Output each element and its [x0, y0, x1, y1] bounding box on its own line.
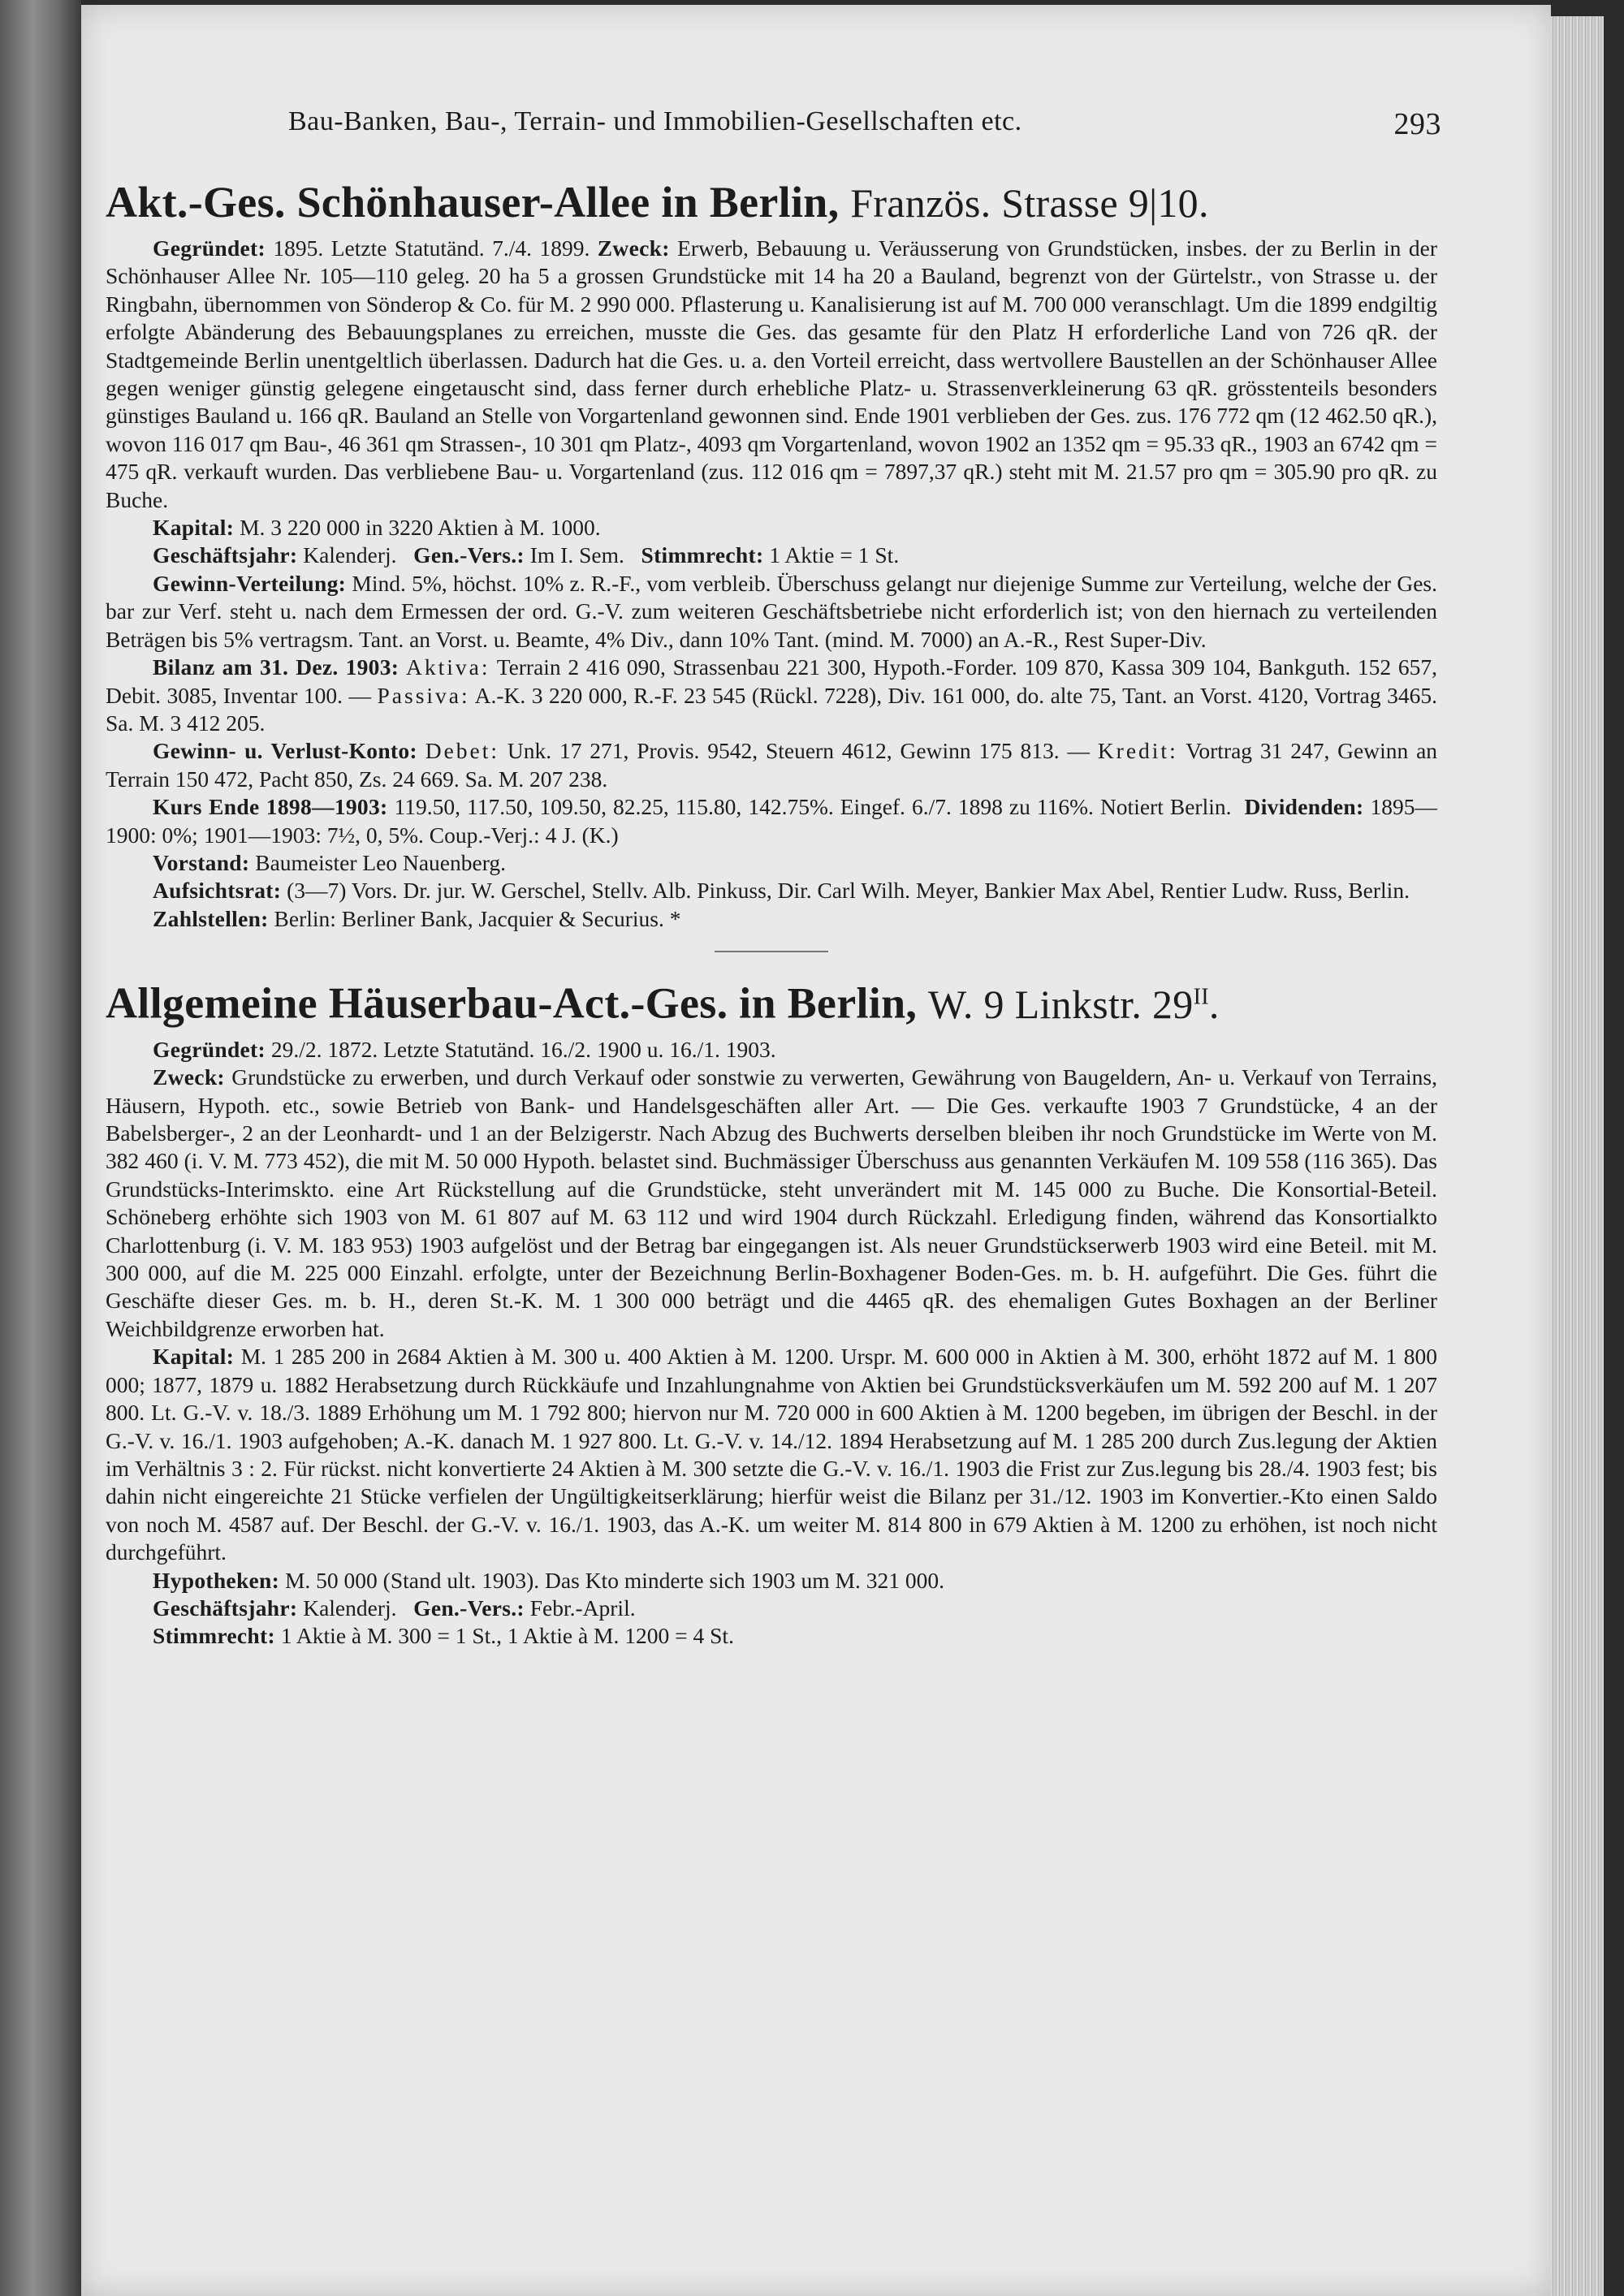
- liabilities-label: Passiva:: [377, 682, 470, 708]
- page-stack-edge: [1547, 16, 1604, 2296]
- purpose-label: Zweck:: [153, 1064, 225, 1090]
- profit-loss-label: Gewinn- u. Verlust-Konto:: [153, 738, 417, 764]
- profit-distribution-text: Mind. 5%, höchst. 10% z. R.-F., vom verbleib. Überschuss gelangt nur diejenige Summe zur Verteilung, welche der Ges. bar zur Verf. steht u. nach dem Ermessen der ord. G.-V. zum weiteren Geschäftsbetriebe nicht erforderlich ist; von den hiernach zu verteilenden Beträgen bis 5% vertragsm. Tant. an Vorst. u. Beamte, 4% Div., dann 10% Tant. (mind. M. 7000) an A.-R., Rest Super-Div.: [106, 570, 1437, 652]
- company2-address-text: W. 9 Linkstr. 29: [928, 981, 1194, 1027]
- founded-label: Gegründet:: [153, 235, 266, 261]
- company1-profit-distribution: [106, 570, 1437, 654]
- company1-board: [106, 849, 1437, 877]
- company2-voting-right: [106, 1622, 1437, 1650]
- assets-label: Aktiva:: [405, 654, 490, 680]
- paying-agents-label: Zahlstellen:: [153, 905, 269, 931]
- purpose-label: Zweck:: [597, 235, 670, 261]
- supervisory-board-label: Aufsichtsrat:: [153, 878, 282, 904]
- paying-agents-text: Berlin: Berliner Bank, Jacquier & Securius. *: [274, 905, 681, 931]
- company1-capital: [106, 514, 1437, 542]
- fiscal-year-label: Geschäftsjahr:: [153, 1595, 298, 1621]
- capital-text: M. 1 285 200 in 2684 Aktien à M. 300 u. 400 Aktien à M. 1200. Urspr. M. 600 000 in Aktien à M. 300, erhöht 1872 auf M. 1 800 000; 1877, 1879 u. 1882 Herabsetzung durch Rückkäufe und Inzahlungnahme von Aktien bei Grundstücksverkäufen um M. 592 200 auf M. 1 207 800. Lt. G.-V. v. 18./3. 1889 Erhöhung um M. 1 792 800; hiervon nur M. 720 000 in 600 Aktien à M. 1200 begeben, im übrigen der Beschl. in der G.-V. v. 16./1. 1903 aufgehoben; A.-K. danach M. 1 927 800. Lt. G.-V. v. 14./12. 1894 Herabsetzung auf M. 1 285 200 durch Zus.legung der Aktien im Verhältnis 3 : 2. Für rückst. nicht konvertierte 24 Aktien à M. 300 setzte die G.-V. v. 16./1. 1903 die Frist zur Zus.legung bis 28./4. 1903 fest; bis dahin nicht eingereichte 21 Stücke verfielen der Ungültigkeitserklärung; hierfür weist die Bilanz per 31./12. 1903 im Konvertier.-Kto einen Saldo von noch M. 4587 auf. Der Beschl. der G.-V. v. 16./1. 1903, das A.-K. um weiter M. 814 800 in 679 Aktien à M. 1200 zu erhöhen, ist noch nicht durchgeführt.: [106, 1344, 1438, 1565]
- quotes-label: Kurs Ende 1898—1903:: [153, 794, 388, 820]
- supervisory-board-text: (3—7) Vors. Dr. jur. W. Gerschel, Stellv. Alb. Pinkuss, Dir. Carl Wilh. Meyer, Bankier Max Abel, Rentier Ludw. Russ, Berlin.: [287, 878, 1410, 904]
- book-page: [81, 5, 1551, 2296]
- page-number: 293: [1393, 107, 1441, 141]
- board-text: Baumeister Leo Nauenberg.: [255, 849, 506, 875]
- company2-heading-address: W. 9 Linkstr. $29^{II}$.: [928, 981, 1220, 1027]
- debit-text: Unk. 17 271, Provis. 9542, Steuern 4612, Gewinn 175 813. —: [507, 738, 1090, 764]
- founded-text: 1895. Letzte Statutänd. 7./4. 1899.: [273, 235, 590, 261]
- section-divider: [715, 951, 828, 952]
- general-meeting-label: Gen.-Vers.:: [413, 542, 525, 568]
- company1-profit-loss: [106, 737, 1437, 793]
- balance-label: Bilanz am 31. Dez. 1903:: [153, 654, 400, 680]
- fiscal-year-text: Kalenderj.: [303, 1595, 397, 1621]
- company2-founded: [106, 1036, 1437, 1064]
- running-head-title: Bau-Banken, Bau-, Terrain- und Immobilien-Gesellschaften etc.: [288, 106, 1022, 136]
- purpose-text: Grundstücke zu erwerben, und durch Verkauf oder sonstwie zu verwerten, Gewährung von Baugeldern, An- u. Verkauf von Terrains, Häusern, Hypoth. etc., sowie Betrieb von Bank- und Handelsgeschäften aller Art. — Die Ges. verkaufte 1903 7 Grundstücke, 4 an der Babelsberger-, 2 an der Leonhardt- und 1 an der Belzigerstr. Nach Abzug des Buchwerts derselben bleiben ihr noch Grundstücke im Werte von M. 382 460 (i. V. M. 773 452), die mit M. 50 000 Hypoth. belastet sind. Buchmässiger Überschuss aus genannten Verkäufen M. 109 558 (116 365). Das Grundstücks-Interimskto. eine Art Rückstellung auf die Grundstücke, steht unverändert mit M. 145 000 zu Buche. Die Konsortial-Beteil. Schöneberg erhöhte sich 1903 von M. 61 807 auf M. 63 112 und wird 1904 durch Rückzahl. Erledigung finden, während das Konsortialkto Charlottenburg (i. V. M. 183 953) 1903 aufgelöst und der Betrag bar eingegangen ist. Als neuer Grundstückserwerb 1903 wird eine Beteil. mit M. 300 000, auf die M. 225 000 Einzahl. erfolgte, unter der Bezeichnung Berlin-Boxhagener Boden-Ges. m. b. H. aufgeführt. Die Ges. führt die Geschäfte dieser Ges. m. b. H., deren St.-K. M. 1 300 000 beträgt und die 4465 qR. des ehemaligen Gutes Boxhagen an der Berliner Weichbildgrenze erworben hat.: [106, 1064, 1438, 1341]
- company2-capital: [106, 1343, 1437, 1566]
- company1-fiscal: [106, 542, 1437, 569]
- assets-text: Terrain 2 416 090, Strassenbau 221 300, Hypoth.-Forder. 109 870, Kassa 309 104, Bankguth. 152 657, Debit. 3085, Inventar 100. —: [106, 654, 1437, 708]
- quotes-text: 119.50, 117.50, 109.50, 82.25, 115.80, 142.75%. Eingef. 6./7. 1898 zu 116%. Notiert Berlin.: [394, 794, 1232, 820]
- company2-fiscal: [106, 1595, 1437, 1622]
- running-head: [81, 106, 1551, 147]
- company1-heading-address: Französ. Strasse 9|10.: [850, 180, 1209, 226]
- company2-mortgages: [106, 1567, 1437, 1595]
- company2-heading-main: Allgemeine Häuserbau-Act.-Ges. in Berlin,: [106, 978, 918, 1028]
- mortgages-text: M. 50 000 (Stand ult. 1903). Das Kto minderte sich 1903 um M. 321 000.: [284, 1567, 944, 1593]
- company1-heading-main: Akt.-Ges. Schönhauser-Allee in Berlin,: [106, 178, 840, 227]
- mortgages-label: Hypotheken:: [153, 1567, 280, 1593]
- profit-distribution-label: Gewinn-Verteilung:: [153, 570, 347, 596]
- company1-paying-agents: [106, 905, 1437, 933]
- credit-label: Kredit:: [1097, 738, 1178, 764]
- founded-text: 29./2. 1872. Letzte Statutänd. 16./2. 1900 u. 16./1. 1903.: [270, 1036, 776, 1062]
- capital-label: Kapital:: [153, 1344, 235, 1370]
- company2-address-floor: II: [1193, 984, 1209, 1010]
- company1-balance: [106, 654, 1437, 737]
- voting-right-text: 1 Aktie à M. 300 = 1 St., 1 Aktie à M. 1200 = 4 St.: [280, 1623, 734, 1649]
- dividends-text: 1895—1900: 0%; 1901—1903: 7½, 0, 5%. Coup.-Verj.: 4 J. (K.): [106, 794, 1438, 848]
- debit-label: Debet:: [425, 738, 500, 764]
- general-meeting-text: Im I. Sem.: [529, 542, 624, 568]
- voting-right-label: Stimmrecht:: [153, 1623, 275, 1649]
- fiscal-year-text: Kalenderj.: [303, 542, 397, 568]
- adjacent-page-edge: [0, 0, 81, 2296]
- company2-heading: [106, 970, 1437, 1031]
- page-content: [106, 167, 1437, 1651]
- purpose-text: Erwerb, Bebauung u. Veräusserung von Grundstücken, insbes. der zu Berlin in der Schönhauser Allee Nr. 105—110 geleg. 20 ha 5 a grossen Grundstücke mit 14 ha 20 a Bauland, begrenzt von der Gürtelstr., von Strasse u. der Ringbahn, übernommen von Sönderop & Co. für M. 2 990 000. Pflasterung u. Kanalisierung ist auf M. 700 000 veranschlagt. Um die 1899 endgiltig erfolgte Abänderung des Bebauungsplanes zu erreichen, musste die Ges. das gesamte für den Platz H erforderliche Land von 726 qR. der Stadtgemeinde Berlin unentgeltlich überlassen. Dadurch hat die Ges. u. a. den Vorteil erreicht, dass wertvollere Baustellen an der Schönhauser Allee gegen weniger günstig gelegene eingetauscht sind, dass ferner durch erhebliche Platz- u. Strassenverkleinerung 63 qR. grösstenteils besonders günstiges Bauland u. 166 qR. Bauland an Stelle von Vorgartenland gewonnen sind. Ende 1901 verblieben der Ges. zus. 176 772 qm (12 462.50 qR.), wovon 116 017 qm Bau-, 46 361 qm Strassen-, 10 301 qm Platz-, 4093 qm Vorgartenland, wovon 1902 an 1352 qm = 95.33 qR., 1903 an 6742 qm = 475 qR. verkauft wurden. Das verbliebene Bau- u. Vorgartenland (zus. 112 016 qm = 7897,37 qR.) steht mit M. 21.57 pro qm = 305.90 pro qR. zu Buche.: [106, 235, 1437, 512]
- general-meeting-label: Gen.-Vers.:: [413, 1595, 525, 1621]
- fiscal-year-label: Geschäftsjahr:: [153, 542, 298, 568]
- board-label: Vorstand:: [153, 849, 250, 875]
- company1-supervisory-board: [106, 877, 1437, 904]
- voting-right-label: Stimmrecht:: [641, 542, 764, 568]
- company2-purpose: [106, 1064, 1437, 1343]
- capital-text: M. 3 220 000 in 3220 Aktien à M. 1000.: [240, 515, 601, 541]
- dividends-label: Dividenden:: [1244, 794, 1364, 820]
- capital-label: Kapital:: [153, 515, 235, 541]
- general-meeting-text: Febr.-April.: [529, 1595, 636, 1621]
- company1-quotes: [106, 793, 1437, 849]
- voting-right-text: 1 Aktie = 1 St.: [769, 542, 900, 568]
- credit-text: Vortrag 31 247, Gewinn an Terrain 150 472, Pacht 850, Zs. 24 669. Sa. M. 207 238.: [106, 738, 1438, 792]
- liabilities-text: A.-K. 3 220 000, R.-F. 23 545 (Rückl. 7228), Div. 161 000, do. alte 75, Tant. an Vorst. 4120, Vortrag 3465. Sa. M. 3 412 205.: [106, 682, 1437, 736]
- founded-label: Gegründet:: [153, 1036, 266, 1062]
- company1-founded: [106, 235, 1437, 514]
- company1-heading: [106, 175, 1437, 230]
